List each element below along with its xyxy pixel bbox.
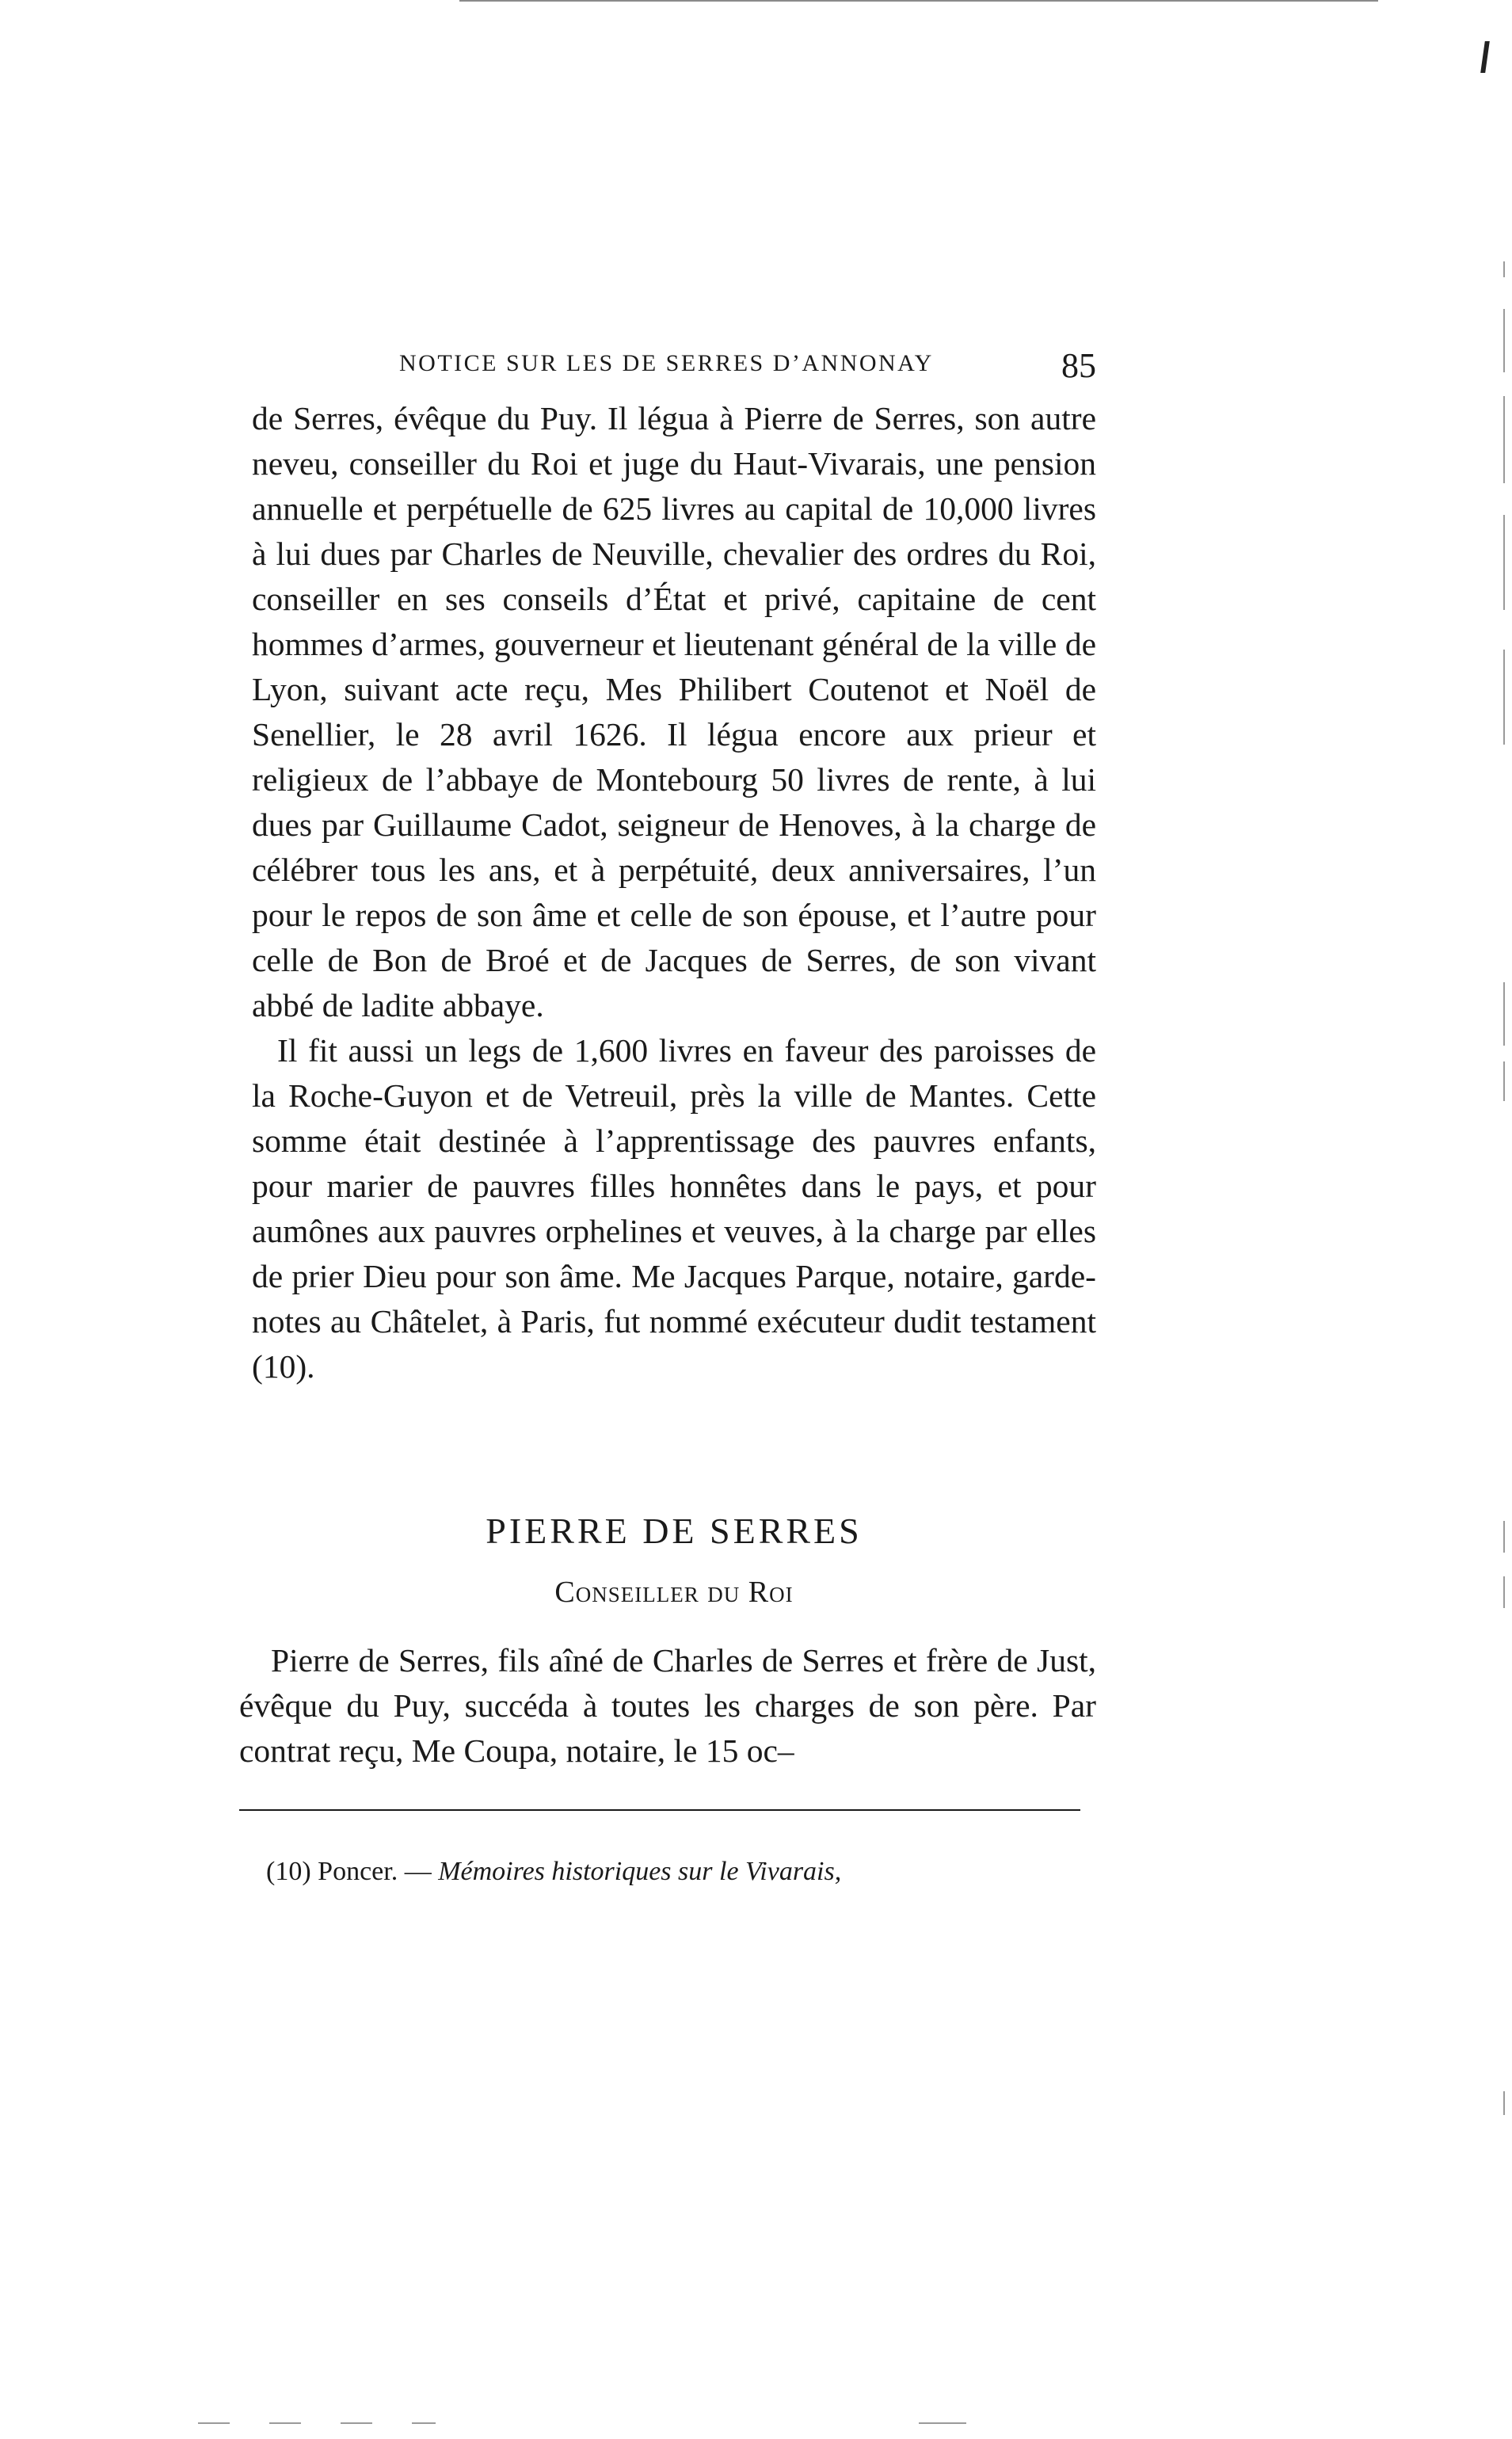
section-body [239,1638,1096,1774]
scan-edge-tick [1503,1576,1505,1608]
scan-corner-mark [1480,41,1490,73]
scan-edge-tick [1503,2091,1505,2115]
running-title: NOTICE SUR LES DE SERRES D’ANNONAY [399,350,934,376]
body-text [252,396,1096,1389]
scan-edge-tick [1503,515,1505,610]
scan-edge-tick [1503,1521,1505,1553]
scan-edge-tick [1503,261,1505,277]
scan-bottom-dash [919,2422,966,2424]
section-title: PIERRE DE SERRES [486,1511,863,1551]
scan-bottom-dash [412,2422,436,2424]
section-subtitle: Conseiller du Roi [554,1576,794,1609]
page-number: 85 [1061,346,1096,385]
scan-edge-tick [1503,396,1505,483]
scan-bottom-dash [341,2422,372,2424]
paragraph: Pierre de Serres, fils aîné de Charles de Serres et frère de Just, évêque du Puy, succéda à toutes les charges de son père. Par contrat reçu, Me Coupa, notaire, le 15 oc– [239,1642,1096,1769]
footnote-rule [239,1809,1080,1811]
footnote-title: Mémoires historiques sur le Vivarais, [438,1857,842,1886]
footnote [266,1857,1090,1887]
running-header [399,345,1096,393]
scan-edge-tick [1503,1061,1505,1101]
scan-bottom-dash [269,2422,301,2424]
paragraph: Il fit aussi un legs de 1,600 livres en faveur des paroisses de la Roche-Guyon et de Vetreuil, près la ville de Mantes. Cette somme était destinée à l’apprentissage des pauvres enfants, pour marier de pauvres filles honnêtes dans le pays, et pour aumônes aux pauvres orphelines et veuves, à la charge par elles de prier Dieu pour son âme. Me Jacques Parque, notaire, garde-notes au Châtelet, à Paris, fut nommé exécuteur dudit testament (10). [252,1032,1096,1385]
scan-edge-tick [1503,982,1505,1046]
scan-top-edge [459,0,1378,2]
paragraph: de Serres, évêque du Puy. Il légua à Pierre de Serres, son autre neveu, conseiller du Roi et juge du Haut-Vivarais, une pension annuelle et perpétuelle de 625 livres au capital de 10,000 livres à lui dues par Charles de Neuville, chevalier des ordres du Roi, conseiller en ses conseils d’État et privé, capitaine de cent hommes d’armes, gouverneur et lieutenant général de la ville de Lyon, suivant acte reçu, Mes Philibert Coutenot et Noël de Senellier, le 28 avril 1626. Il légua encore aux prieur et religieux de l’abbaye de Montebourg 50 livres de rente, à lui dues par Guillaume Cadot, seigneur de Henoves, à la charge de célébrer tous les ans, et à perpétuité, deux anniversaires, l’un pour le repos de son âme et celle de son épouse, et l’autre pour celle de Bon de Broé et de Jacques de Serres, de son vivant abbé de ladite abbaye. [252,400,1096,1023]
footnote-author: Poncer. — [318,1857,432,1886]
scan-bottom-dash [198,2422,230,2424]
scan-edge-tick [1503,650,1505,745]
scan-edge-tick [1503,309,1505,372]
footnote-marker: (10) [266,1857,311,1886]
